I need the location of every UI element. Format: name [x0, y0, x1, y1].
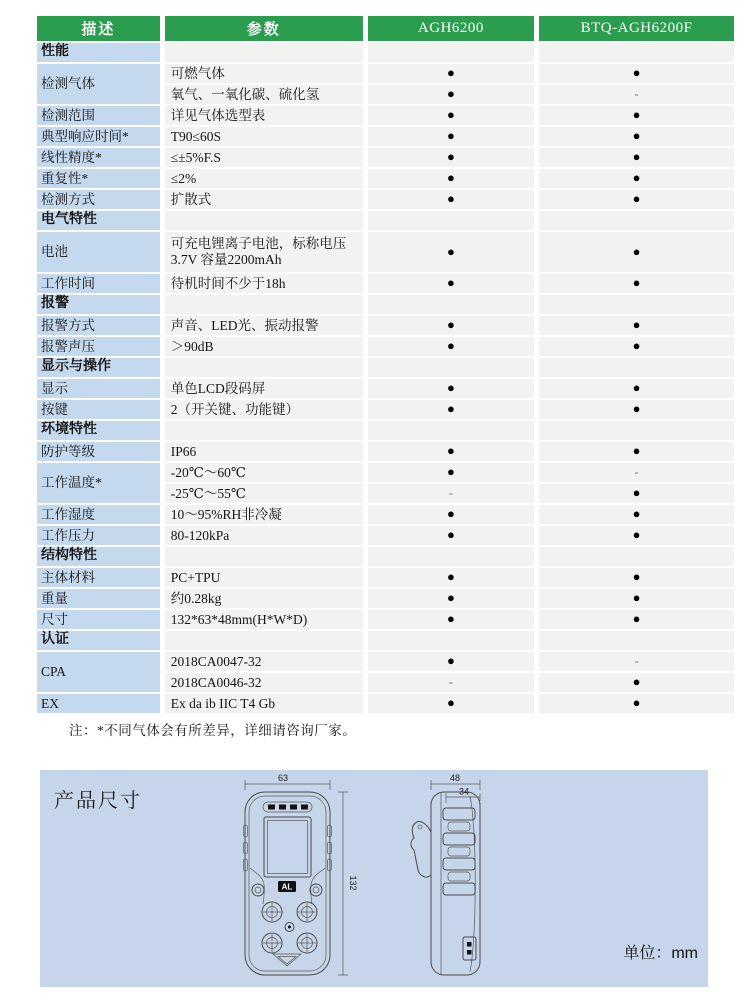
section-label: 结构特性	[37, 547, 160, 566]
availability-btq: -	[539, 652, 734, 671]
brand-logo-text: AL	[281, 882, 293, 892]
spec-row	[37, 64, 734, 83]
empty-cell	[539, 547, 734, 566]
availability-agh6200: -	[368, 673, 534, 692]
spec-table	[32, 14, 739, 739]
availability-btq: ●	[539, 568, 734, 587]
row-label: 工作温度*	[37, 463, 160, 503]
availability-btq: -	[539, 85, 734, 104]
availability-btq: ●	[539, 64, 734, 83]
product-dimensions-panel	[40, 770, 708, 987]
section-row	[37, 43, 734, 62]
availability-agh6200: ●	[368, 694, 534, 713]
empty-cell	[539, 295, 734, 314]
spec-row	[37, 190, 734, 209]
header-model-agh6200: AGH6200	[368, 16, 534, 41]
spec-row	[37, 568, 734, 587]
empty-cell	[539, 421, 734, 440]
section-row	[37, 631, 734, 650]
empty-cell	[368, 631, 534, 650]
availability-btq: ●	[539, 106, 734, 125]
availability-agh6200: ●	[368, 589, 534, 608]
availability-agh6200: ●	[368, 652, 534, 671]
footnote: 注：*不同气体会有所差异，详细请咨询厂家。	[69, 723, 357, 738]
parameter-cell: IP66	[165, 442, 363, 461]
availability-agh6200: ●	[368, 442, 534, 461]
row-label: 报警方式	[37, 316, 160, 335]
parameter-cell: ≤2%	[165, 169, 363, 188]
parameter-cell: 待机时间不少于18h	[165, 274, 363, 293]
availability-btq: ●	[539, 337, 734, 356]
belt-clip	[411, 821, 431, 877]
spec-row	[37, 274, 734, 293]
spec-row	[37, 148, 734, 167]
side-depth-dimension	[431, 773, 480, 790]
bottom-chevron-mark	[273, 954, 301, 966]
spec-row	[37, 589, 734, 608]
section-label: 认证	[37, 631, 160, 650]
availability-btq: ●	[539, 190, 734, 209]
spec-row	[37, 694, 734, 713]
parameter-cell: ≤±5%F.S	[165, 148, 363, 167]
availability-agh6200: ●	[368, 148, 534, 167]
spec-row	[37, 232, 734, 272]
availability-btq: ●	[539, 379, 734, 398]
row-label: 工作压力	[37, 526, 160, 545]
empty-cell	[539, 43, 734, 62]
side-depth-value: 48	[449, 773, 461, 783]
availability-btq: ●	[539, 442, 734, 461]
spec-row	[37, 169, 734, 188]
parameter-cell: 132*63*48mm(H*W*D)	[165, 610, 363, 629]
availability-btq: ●	[539, 127, 734, 146]
spec-row	[37, 652, 734, 671]
section-label: 性能	[37, 43, 160, 62]
section-row	[37, 547, 734, 566]
parameter-cell: 10～95%RH非冷凝	[165, 505, 363, 524]
section-row	[37, 295, 734, 314]
empty-cell	[165, 631, 363, 650]
row-label: EX	[37, 694, 160, 713]
availability-agh6200: ●	[368, 463, 534, 482]
availability-agh6200: ●	[368, 337, 534, 356]
empty-cell	[539, 631, 734, 650]
parameter-cell: 80-120kPa	[165, 526, 363, 545]
availability-agh6200: ●	[368, 85, 534, 104]
parameter-cell: T90≤60S	[165, 127, 363, 146]
parameter-cell: Ex da ib IIC T4 Gb	[165, 694, 363, 713]
empty-cell	[165, 211, 363, 230]
empty-cell	[165, 547, 363, 566]
spec-row	[37, 337, 734, 356]
availability-agh6200: ●	[368, 505, 534, 524]
parameter-cell: ＞90dB	[165, 337, 363, 356]
availability-agh6200: ●	[368, 127, 534, 146]
availability-agh6200: ●	[368, 400, 534, 419]
parameter-cell: 单色LCD段码屏	[165, 379, 363, 398]
spec-row	[37, 106, 734, 125]
empty-cell	[165, 295, 363, 314]
row-label: 重量	[37, 589, 160, 608]
empty-cell	[368, 358, 534, 377]
led-grille	[263, 802, 312, 812]
front-view-drawing	[244, 773, 359, 975]
availability-agh6200: ●	[368, 379, 534, 398]
availability-btq: ●	[539, 274, 734, 293]
section-row	[37, 358, 734, 377]
row-label: 报警声压	[37, 337, 160, 356]
spec-row	[37, 526, 734, 545]
row-label: 主体材料	[37, 568, 160, 587]
parameter-cell: -20℃～60℃	[165, 463, 363, 482]
section-row	[37, 421, 734, 440]
availability-btq: ●	[539, 484, 734, 503]
availability-btq: ●	[539, 610, 734, 629]
front-width-dimension	[245, 773, 330, 790]
availability-agh6200: ●	[368, 316, 534, 335]
empty-cell	[539, 211, 734, 230]
parameter-cell: 可充电锂离子电池，标称电压3.7V 容量2200mAh	[165, 232, 363, 272]
availability-agh6200: ●	[368, 610, 534, 629]
parameter-cell: 2018CA0047-32	[165, 652, 363, 671]
table-header-row	[37, 16, 734, 41]
row-label: 电池	[37, 232, 160, 272]
empty-cell	[165, 43, 363, 62]
section-label: 报警	[37, 295, 160, 314]
side-sensor-ribs	[443, 808, 475, 895]
brand-logo-plate	[278, 881, 296, 892]
availability-btq: ●	[539, 526, 734, 545]
spec-row	[37, 316, 734, 335]
availability-btq: ●	[539, 400, 734, 419]
availability-agh6200: ●	[368, 190, 534, 209]
front-height-dimension	[338, 792, 358, 975]
availability-btq: ●	[539, 232, 734, 272]
panel-title: 产品尺寸	[54, 790, 142, 812]
empty-cell	[368, 295, 534, 314]
availability-btq: ●	[539, 505, 734, 524]
row-label: 工作湿度	[37, 505, 160, 524]
row-label: 检测气体	[37, 64, 160, 104]
parameter-cell: PC+TPU	[165, 568, 363, 587]
charging-port	[463, 937, 476, 960]
spec-row	[37, 442, 734, 461]
spec-row	[37, 463, 734, 482]
empty-cell	[165, 358, 363, 377]
side-grip-ribs	[244, 825, 332, 871]
spec-row	[37, 400, 734, 419]
spec-row	[37, 127, 734, 146]
side-view-drawing	[411, 773, 480, 975]
parameter-cell: 详见气体选型表	[165, 106, 363, 125]
row-label: 工作时间	[37, 274, 160, 293]
front-height-value: 132	[348, 875, 358, 891]
parameter-cell: -25℃～55℃	[165, 484, 363, 503]
row-label: 检测方式	[37, 190, 160, 209]
spec-row	[37, 379, 734, 398]
parameter-cell: 2018CA0046-32	[165, 673, 363, 692]
buzzer-port	[285, 923, 294, 932]
row-label: 检测范围	[37, 106, 160, 125]
availability-btq: ●	[539, 694, 734, 713]
row-label: 防护等级	[37, 442, 160, 461]
empty-cell	[368, 43, 534, 62]
availability-btq: ●	[539, 589, 734, 608]
right-trim-curve	[311, 868, 325, 904]
function-button	[310, 884, 322, 896]
parameter-cell: 扩散式	[165, 190, 363, 209]
availability-btq: ●	[539, 169, 734, 188]
availability-agh6200: ●	[368, 526, 534, 545]
row-label: CPA	[37, 652, 160, 692]
availability-agh6200: ●	[368, 169, 534, 188]
parameter-cell: 可燃气体	[165, 64, 363, 83]
empty-cell	[368, 421, 534, 440]
availability-agh6200: ●	[368, 232, 534, 272]
empty-cell	[165, 421, 363, 440]
row-label: 尺寸	[37, 610, 160, 629]
header-model-btq-agh6200f: BTQ-AGH6200F	[539, 16, 734, 41]
parameter-cell: 约0.28kg	[165, 589, 363, 608]
spec-row	[37, 610, 734, 629]
availability-btq: ●	[539, 673, 734, 692]
lcd-screen	[264, 817, 311, 877]
power-button	[252, 884, 264, 896]
availability-btq: ●	[539, 316, 734, 335]
availability-btq: -	[539, 463, 734, 482]
availability-agh6200: ●	[368, 568, 534, 587]
section-row	[37, 211, 734, 230]
availability-btq: ●	[539, 148, 734, 167]
section-label: 环境特性	[37, 421, 160, 440]
row-label: 线性精度*	[37, 148, 160, 167]
spec-row	[37, 505, 734, 524]
row-label: 重复性*	[37, 169, 160, 188]
section-label: 显示与操作	[37, 358, 160, 377]
section-label: 电气特性	[37, 211, 160, 230]
front-width-value: 63	[277, 773, 289, 783]
side-body-depth-value: 34	[458, 786, 470, 797]
parameter-cell: 氧气、一氧化碳、硫化氢	[165, 85, 363, 104]
row-label: 典型响应时间*	[37, 127, 160, 146]
empty-cell	[368, 547, 534, 566]
availability-agh6200: ●	[368, 274, 534, 293]
header-description: 描述	[37, 16, 160, 41]
parameter-cell: 声音、LED光、振动报警	[165, 316, 363, 335]
header-parameter: 参数	[165, 16, 363, 41]
parameter-cell: 2（开关键、功能键）	[165, 400, 363, 419]
row-label: 按键	[37, 400, 160, 419]
empty-cell	[368, 211, 534, 230]
row-label: 显示	[37, 379, 160, 398]
unit-label: 单位：mm	[623, 945, 698, 962]
empty-cell	[539, 358, 734, 377]
availability-agh6200: -	[368, 484, 534, 503]
availability-agh6200: ●	[368, 64, 534, 83]
availability-agh6200: ●	[368, 106, 534, 125]
